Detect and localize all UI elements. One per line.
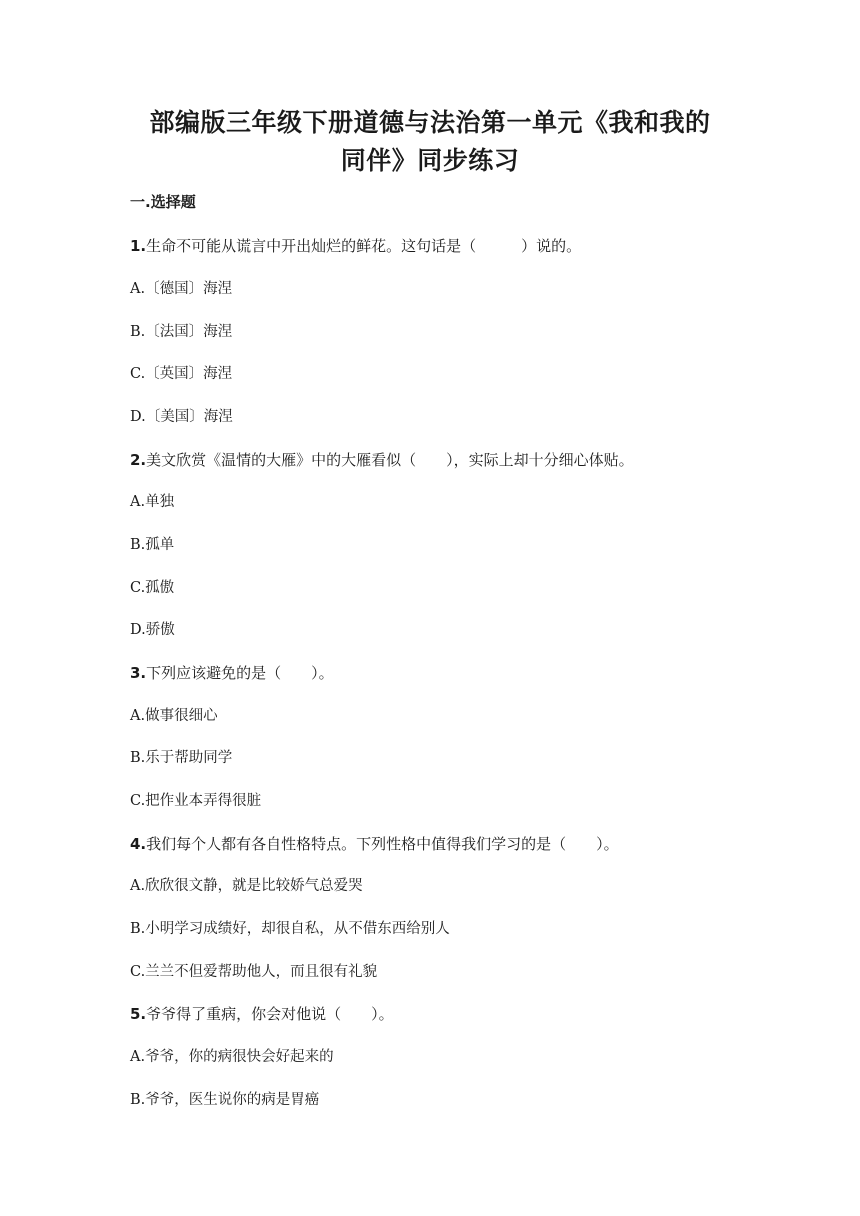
option-4b: B.小明学习成绩好，却很自私，从不借东西给别人: [130, 921, 450, 937]
option-1d: D.〔美国〕海涅: [130, 409, 233, 425]
question-text: 我们每个人都有各自性格特点。下列性格中值得我们学习的是（ ）。: [146, 835, 619, 853]
question-number: 4.: [130, 835, 147, 853]
option-2d: D.骄傲: [130, 622, 175, 638]
question-4: [130, 834, 619, 854]
option-1a: A.〔德国〕海涅: [130, 281, 233, 297]
option-2c: C.孤傲: [130, 580, 175, 596]
question-number: 5.: [130, 1005, 147, 1023]
page-title: [100, 104, 760, 180]
option-1c: C.〔英国〕海涅: [130, 366, 233, 382]
question-number: 2.: [130, 451, 147, 469]
option-3c: C.把作业本弄得很脏: [130, 793, 262, 809]
option-3b: B.乐于帮助同学: [130, 750, 233, 766]
section-heading: 一.选择题: [130, 193, 196, 211]
option-1b: B.〔法国〕海涅: [130, 324, 233, 340]
question-3: [130, 663, 334, 683]
option-4a: A.欣欣很文静，就是比较娇气总爱哭: [130, 878, 363, 894]
title-line-1: 部编版三年级下册道德与法治第一单元《我和我的: [149, 108, 711, 137]
title-line-2: 同伴》同步练习: [340, 146, 520, 175]
option-2a: A.单独: [130, 494, 175, 510]
question-number: 3.: [130, 664, 147, 682]
question-text: 美文欣赏《温情的大雁》中的大雁看似（ ），实际上却十分细心体贴。: [146, 451, 634, 469]
question-5: [130, 1004, 394, 1024]
option-3a: A.做事很细心: [130, 708, 218, 724]
question-text: 下列应该避免的是（ ）。: [146, 664, 334, 682]
question-text: 生命不可能从谎言中开出灿烂的鲜花。这句话是（ ）说的。: [146, 237, 582, 255]
option-5b: B.爷爷，医生说你的病是胃癌: [130, 1092, 320, 1108]
question-1: [130, 236, 581, 256]
option-5a: A.爷爷，你的病很快会好起来的: [130, 1049, 334, 1065]
option-2b: B.孤单: [130, 537, 175, 553]
question-text: 爷爷得了重病，你会对他说（ ）。: [146, 1005, 394, 1023]
question-2: [130, 450, 634, 470]
question-number: 1.: [130, 237, 147, 255]
option-4c: C.兰兰不但爱帮助他人，而且很有礼貌: [130, 964, 378, 980]
